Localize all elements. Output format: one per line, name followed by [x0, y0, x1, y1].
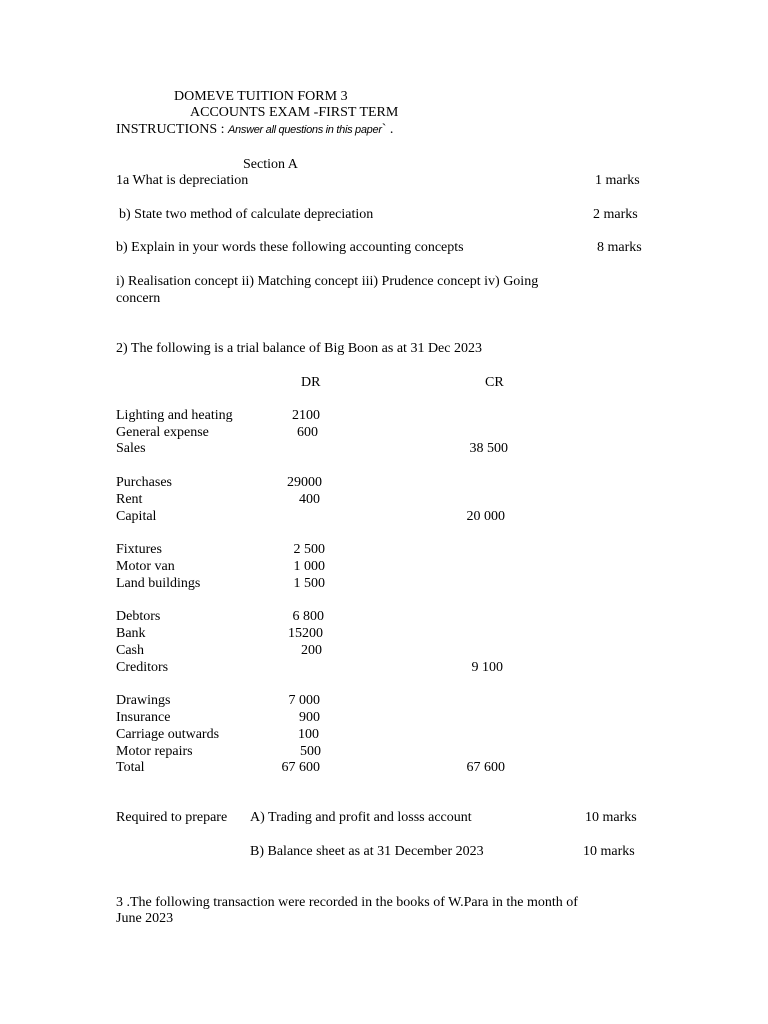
- trial-balance-dr-value: 7 000: [288, 693, 320, 708]
- instructions-end: ` .: [381, 122, 394, 137]
- question-1a-marks: 1 marks: [595, 173, 640, 188]
- dr-header: DR: [301, 375, 321, 390]
- required-a: A) Trading and profit and losss account: [250, 810, 472, 825]
- trial-balance-account: Creditors: [116, 660, 169, 675]
- trial-balance-dr-value: 1 500: [293, 576, 325, 591]
- required-label: Required to prepare: [116, 810, 228, 825]
- trial-balance-dr-value: 600: [297, 425, 318, 440]
- trial-balance-dr-value: 2100: [292, 408, 320, 423]
- trial-balance-dr-value: 6 800: [292, 609, 324, 624]
- trial-balance-dr-value: 500: [300, 744, 321, 759]
- trial-balance-dr-value: 29000: [287, 475, 322, 490]
- trial-balance-cr-value: 38 500: [469, 441, 508, 456]
- cr-header: CR: [485, 375, 504, 390]
- trial-balance-account: Debtors: [116, 609, 161, 624]
- trial-balance-account: Rent: [116, 492, 143, 507]
- trial-balance-dr-value: 67 600: [281, 760, 320, 775]
- trial-balance-account: Motor repairs: [116, 744, 193, 759]
- trial-balance-account: Total: [116, 760, 145, 775]
- section-a-title: Section A: [243, 157, 298, 172]
- question-1c-marks: 8 marks: [597, 240, 642, 255]
- trial-balance-dr-value: 2 500: [293, 542, 325, 557]
- trial-balance-account: Lighting and heating: [116, 408, 233, 423]
- instructions-label: INSTRUCTIONS :: [116, 122, 229, 137]
- header-line-1: DOMEVE TUITION FORM 3: [174, 89, 348, 104]
- required-b-marks: 10 marks: [583, 844, 635, 859]
- trial-balance-account: Purchases: [116, 475, 172, 490]
- instructions: [116, 121, 393, 139]
- question-3-line-1: 3 .The following transaction were recorded in the books of W.Para in the month of: [116, 895, 578, 910]
- question-1c: b) Explain in your words these following accounting concepts: [116, 240, 464, 255]
- trial-balance-account: Land buildings: [116, 576, 201, 591]
- trial-balance-cr-value: 9 100: [471, 660, 503, 675]
- trial-balance-account: Motor van: [116, 559, 175, 574]
- question-1b: b) State two method of calculate depreciation: [119, 207, 374, 222]
- trial-balance-account: Drawings: [116, 693, 171, 708]
- trial-balance-dr-value: 15200: [288, 626, 323, 641]
- concepts-line-2: concern: [116, 291, 161, 306]
- trial-balance-cr-value: 20 000: [466, 509, 505, 524]
- trial-balance-account: Sales: [116, 441, 146, 456]
- trial-balance-account: Bank: [116, 626, 146, 641]
- question-3-line-2: June 2023: [116, 911, 174, 926]
- question-1a: 1a What is depreciation: [116, 173, 249, 188]
- trial-balance-dr-value: 900: [299, 710, 320, 725]
- trial-balance-account: General expense: [116, 425, 209, 440]
- question-2-intro: 2) The following is a trial balance of Big Boon as at 31 Dec 2023: [116, 341, 482, 356]
- trial-balance-account: Cash: [116, 643, 144, 658]
- trial-balance-dr-value: 200: [301, 643, 322, 658]
- header-line-2: ACCOUNTS EXAM -FIRST TERM: [190, 105, 399, 120]
- trial-balance-account: Insurance: [116, 710, 171, 725]
- question-1b-marks: 2 marks: [593, 207, 638, 222]
- trial-balance-account: Capital: [116, 509, 157, 524]
- trial-balance-dr-value: 400: [299, 492, 320, 507]
- instructions-text: Answer all questions in this paper: [228, 124, 382, 136]
- trial-balance-cr-value: 67 600: [466, 760, 505, 775]
- trial-balance-dr-value: 100: [298, 727, 319, 742]
- trial-balance-account: Fixtures: [116, 542, 162, 557]
- required-b: B) Balance sheet as at 31 December 2023: [250, 844, 484, 859]
- required-a-marks: 10 marks: [585, 810, 637, 825]
- concepts-line-1: i) Realisation concept ii) Matching concept iii) Prudence concept iv) Going: [116, 274, 539, 289]
- trial-balance-account: Carriage outwards: [116, 727, 220, 742]
- trial-balance-dr-value: 1 000: [293, 559, 325, 574]
